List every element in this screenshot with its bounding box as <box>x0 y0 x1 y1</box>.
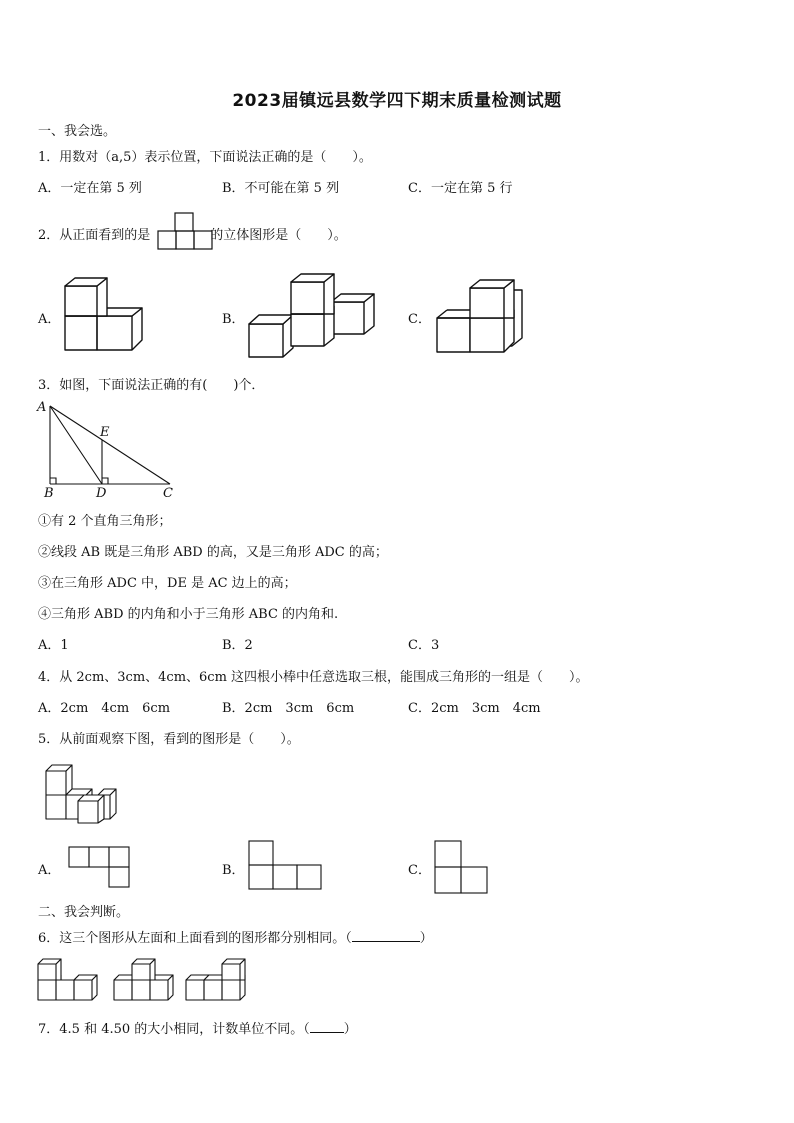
question-2-option-c-figure <box>434 276 526 356</box>
question-5-option-b-figure <box>248 840 324 892</box>
question-3-option-c[interactable]: C．3 <box>408 638 440 653</box>
question-4-text: 4．从 2cm、3cm、4cm、6cm 这四根小棒中任意选取三根，能围成三角形的一组是（ ）。 <box>38 670 589 685</box>
question-1-option-c[interactable]: C．一定在第 5 行 <box>408 181 513 196</box>
question-7-answer-blank[interactable] <box>310 1032 344 1033</box>
section-1-heading: 一、我会选。 <box>38 124 117 139</box>
question-2-text-before: 2．从正面看到的是 <box>38 228 151 243</box>
question-6-figure-3 <box>184 956 252 1002</box>
question-6-figure-1 <box>36 956 104 1002</box>
question-3-text: 3．如图，下面说法正确的有( )个． <box>38 378 265 393</box>
question-1-text: 1．用数对（a,5）表示位置，下面说法正确的是（ ）。 <box>38 150 372 165</box>
page-title: 2023届镇远县数学四下期末质量检测试题 <box>232 91 562 111</box>
question-4-option-c[interactable]: C．2cm 3cm 4cm <box>408 701 541 716</box>
question-1-option-b[interactable]: B．不可能在第 5 列 <box>222 181 340 196</box>
question-5-option-c[interactable]: C． <box>408 863 431 878</box>
label-d: D <box>96 486 107 501</box>
question-3-statement-2: ②线段 AB 既是三角形 ABD 的高，又是三角形 ADC 的高； <box>38 545 388 560</box>
question-4-option-b[interactable]: B．2cm 3cm 6cm <box>222 701 355 716</box>
question-3-statement-3: ③在三角形 ADC 中，DE 是 AC 边上的高； <box>38 576 297 591</box>
question-2-front-view-figure <box>157 212 217 252</box>
question-3-statement-1: ①有 2 个直角三角形； <box>38 514 172 529</box>
question-2-option-a[interactable]: A． <box>38 312 61 327</box>
question-7-text <box>38 1018 357 1037</box>
label-c: C <box>163 486 173 501</box>
question-3-option-b[interactable]: B．2 <box>222 638 253 653</box>
question-3-statement-4: ④三角形 ABD 的内角和小于三角形 ABC 的内角和. <box>38 607 339 622</box>
question-6-figure-2 <box>112 956 180 1002</box>
question-7-text-after: ） <box>343 1022 357 1037</box>
question-5-text: 5．从前面观察下图，看到的图形是（ ）。 <box>38 732 300 747</box>
question-2-option-a-figure <box>62 274 147 354</box>
question-3-option-a[interactable]: A．1 <box>38 638 69 653</box>
question-2-text-after: 的立体图形是（ ）。 <box>210 228 347 243</box>
question-5-option-a-figure <box>68 846 132 890</box>
question-7-text-before: 7．4.5 和 4.50 的大小相同，计数单位不同。（ <box>38 1022 310 1037</box>
question-2-option-c[interactable]: C． <box>408 312 431 327</box>
question-6-text-before: 6．这三个图形从左面和上面看到的图形都分别相同。（ <box>38 931 352 946</box>
question-2-option-b-figure <box>246 270 378 360</box>
question-5-option-b[interactable]: B． <box>222 863 245 878</box>
question-2-option-b[interactable]: B． <box>222 312 245 327</box>
question-6-text-after: ） <box>419 931 433 946</box>
question-3-triangle-figure <box>36 398 186 502</box>
question-1-option-a[interactable]: A．一定在第 5 列 <box>38 181 142 196</box>
question-5-solid-figure <box>44 762 120 826</box>
label-a: A <box>37 400 47 415</box>
section-2-heading: 二、我会判断。 <box>38 905 130 920</box>
question-6-text <box>38 927 433 946</box>
question-6-answer-blank[interactable] <box>352 941 420 942</box>
question-5-option-c-figure <box>434 840 490 894</box>
question-4-option-a[interactable]: A．2cm 4cm 6cm <box>38 701 171 716</box>
question-5-option-a[interactable]: A． <box>38 863 61 878</box>
label-b: B <box>44 486 54 501</box>
label-e: E <box>100 425 110 440</box>
